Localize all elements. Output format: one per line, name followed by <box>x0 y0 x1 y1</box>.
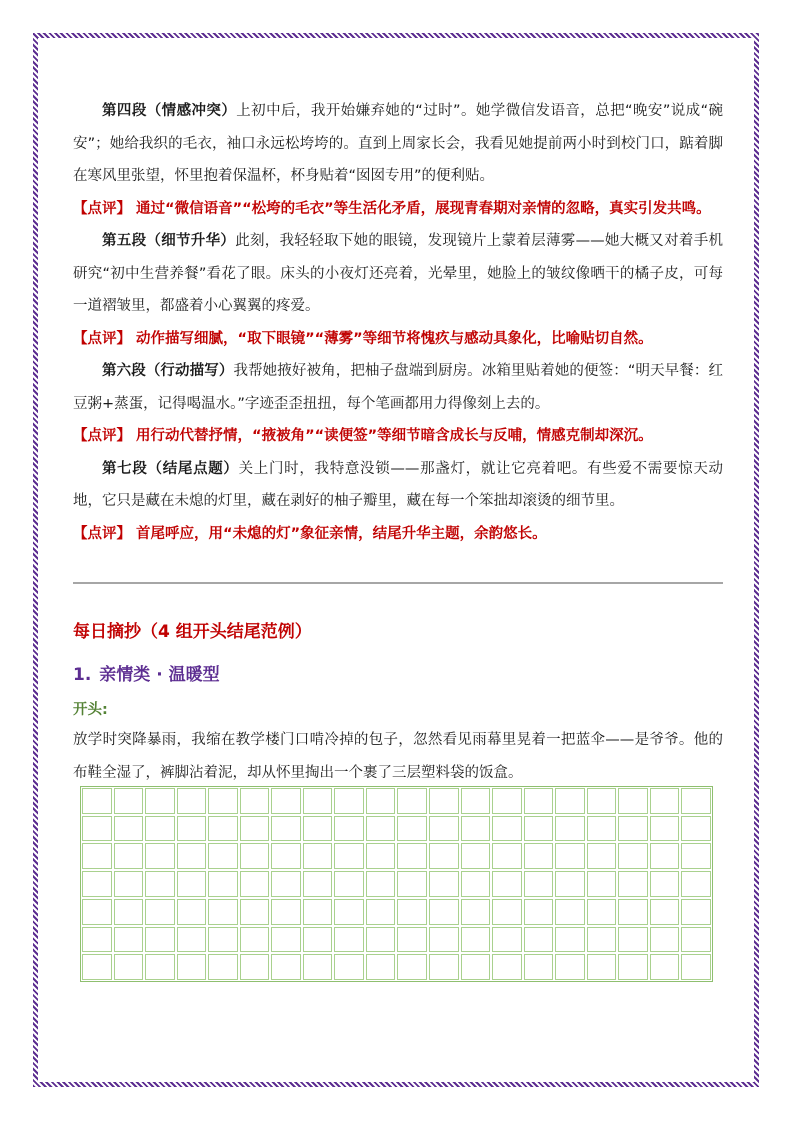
writing-grid-cell[interactable] <box>145 843 175 869</box>
writing-grid-cell[interactable] <box>114 954 144 980</box>
writing-grid-cell[interactable] <box>303 816 333 842</box>
writing-grid-cell[interactable] <box>650 954 680 980</box>
writing-grid-cell[interactable] <box>524 899 554 925</box>
writing-grid-cell[interactable] <box>82 927 112 953</box>
writing-grid-cell[interactable] <box>397 843 427 869</box>
paragraph-6 <box>73 355 723 420</box>
writing-grid-cell[interactable] <box>208 843 238 869</box>
paragraph-head: 第四段（情感冲突） <box>102 103 237 119</box>
writing-grid-cell[interactable] <box>524 871 554 897</box>
writing-grid-cell[interactable] <box>303 871 333 897</box>
writing-grid-cell[interactable] <box>334 816 364 842</box>
writing-grid-cell[interactable] <box>524 954 554 980</box>
writing-grid-cell[interactable] <box>114 816 144 842</box>
writing-grid-cell[interactable] <box>114 843 144 869</box>
writing-grid-cell[interactable] <box>492 899 522 925</box>
writing-grid-cell[interactable] <box>114 871 144 897</box>
writing-grid-cell[interactable] <box>208 927 238 953</box>
writing-grid-cell[interactable] <box>145 788 175 814</box>
writing-grid-cell[interactable] <box>650 899 680 925</box>
writing-grid-cell[interactable] <box>587 816 617 842</box>
writing-grid-cell[interactable] <box>492 843 522 869</box>
writing-grid-cell[interactable] <box>587 843 617 869</box>
writing-grid-cell[interactable] <box>461 871 491 897</box>
writing-grid-cell[interactable] <box>334 927 364 953</box>
writing-grid-cell[interactable] <box>555 843 585 869</box>
writing-grid-cell[interactable] <box>429 871 459 897</box>
writing-grid-cell[interactable] <box>681 816 711 842</box>
writing-grid-cell[interactable] <box>618 816 648 842</box>
paragraph-4 <box>73 95 723 193</box>
writing-grid-cell[interactable] <box>618 788 648 814</box>
writing-grid-cell[interactable] <box>461 843 491 869</box>
writing-grid-cell[interactable] <box>145 954 175 980</box>
writing-grid-cell[interactable] <box>303 927 333 953</box>
writing-grid-cell[interactable] <box>82 816 112 842</box>
writing-grid-cell[interactable] <box>587 871 617 897</box>
writing-grid-cell[interactable] <box>114 899 144 925</box>
paragraph-5 <box>73 225 723 323</box>
paragraph-text: 上初中后，我开始嫌弃她的“过时”。她学微信发语音，总把“晚安”说成“碗安”；她给我织的毛衣，袖口永远松垮垮的。直到上周家长会，我看见她提前两小时到校门口，踮着脚在寒风里张望，怀里抱着保温杯，杯身贴着“囡囡专用”的便利贴。 <box>73 103 724 184</box>
writing-grid-cell[interactable] <box>681 843 711 869</box>
review-comment: 【点评】 动作描写细腻，“取下眼镜”“薄雾”等细节将愧疚与感动具象化，比喻贴切自然。 <box>73 330 653 347</box>
writing-grid-cell[interactable] <box>524 927 554 953</box>
writing-grid-cell[interactable] <box>429 816 459 842</box>
opening-example-text: 放学时突降暴雨，我缩在教学楼门口啃冷掉的包子，忽然看见雨幕里晃着一把蓝伞——是爷爷。他的布鞋全湿了，裤脚沾着泥，却从怀里掏出一个裹了三层塑料袋的饭盒。 <box>73 732 723 781</box>
paragraph-text: 关上门时，我特意没锁——那盏灯，就让它亮着吧。有些爱不需要惊天动地，它只是藏在未熄的灯里，藏在剥好的柚子瓣里，藏在每一个笨拙却滚烫的细节里。 <box>73 460 724 509</box>
writing-grid-cell[interactable] <box>177 816 207 842</box>
writing-grid-cell[interactable] <box>650 788 680 814</box>
writing-grid-cell[interactable] <box>303 788 333 814</box>
writing-grid-cell[interactable] <box>650 927 680 953</box>
writing-grid-cell[interactable] <box>492 954 522 980</box>
writing-grid-cell[interactable] <box>82 899 112 925</box>
writing-grid-cell[interactable] <box>145 927 175 953</box>
writing-grid-cell[interactable] <box>271 871 301 897</box>
writing-grid-cell[interactable] <box>397 927 427 953</box>
writing-grid-cell[interactable] <box>681 927 711 953</box>
writing-grid <box>80 786 713 982</box>
writing-grid-cell[interactable] <box>145 871 175 897</box>
writing-grid-cell[interactable] <box>303 954 333 980</box>
paragraph-text: 我帮她掖好被角，把柚子盘端到厨房。冰箱里贴着她的便签：“明天早餐：红豆粥+蒸蛋，记得喝温水。”字迹歪歪扭扭，每个笔画都用力得像刻上去的。 <box>73 363 724 412</box>
section-divider <box>73 582 723 584</box>
sub-section-number: 1. <box>73 665 92 685</box>
writing-grid-cell[interactable] <box>271 927 301 953</box>
writing-grid-cell[interactable] <box>366 843 396 869</box>
writing-grid-cell[interactable] <box>681 871 711 897</box>
writing-grid-cell[interactable] <box>397 816 427 842</box>
writing-grid-cell[interactable] <box>208 954 238 980</box>
writing-grid-cell[interactable] <box>587 788 617 814</box>
writing-grid-cell[interactable] <box>524 788 554 814</box>
writing-grid-cell[interactable] <box>82 954 112 980</box>
writing-grid-cell[interactable] <box>492 927 522 953</box>
writing-grid-cell[interactable] <box>492 816 522 842</box>
writing-grid-cell[interactable] <box>397 788 427 814</box>
writing-grid-cell[interactable] <box>145 899 175 925</box>
paragraph-head: 第六段（行动描写） <box>102 363 234 379</box>
writing-grid-cell[interactable] <box>271 954 301 980</box>
writing-grid-cell[interactable] <box>177 788 207 814</box>
writing-grid-cell[interactable] <box>397 954 427 980</box>
writing-grid-cell[interactable] <box>271 843 301 869</box>
writing-grid-cell[interactable] <box>366 954 396 980</box>
writing-grid-cell[interactable] <box>271 899 301 925</box>
writing-grid-cell[interactable] <box>461 954 491 980</box>
writing-grid-cell[interactable] <box>555 816 585 842</box>
writing-grid-cell[interactable] <box>366 871 396 897</box>
writing-grid-cell[interactable] <box>208 871 238 897</box>
writing-grid-cell[interactable] <box>618 843 648 869</box>
writing-grid-cell[interactable] <box>366 816 396 842</box>
sub-section-label: 亲情类 · 温暖型 <box>99 665 220 685</box>
writing-grid-cell[interactable] <box>82 788 112 814</box>
writing-grid-cell[interactable] <box>681 788 711 814</box>
paragraph-7 <box>73 453 723 518</box>
sub-section-title <box>73 660 220 685</box>
writing-grid-cell[interactable] <box>618 954 648 980</box>
writing-grid-cell[interactable] <box>524 843 554 869</box>
writing-grid-cell[interactable] <box>271 788 301 814</box>
writing-grid-cell[interactable] <box>681 899 711 925</box>
writing-grid-cell[interactable] <box>177 843 207 869</box>
writing-grid-cell[interactable] <box>555 927 585 953</box>
writing-grid-cell[interactable] <box>82 871 112 897</box>
writing-grid-cell[interactable] <box>334 871 364 897</box>
section-title: 每日摘抄（4 组开头结尾范例） <box>73 622 312 642</box>
writing-grid-cell[interactable] <box>461 816 491 842</box>
writing-grid-cell[interactable] <box>82 843 112 869</box>
writing-grid-cell[interactable] <box>681 954 711 980</box>
writing-grid-cell[interactable] <box>366 927 396 953</box>
writing-grid-cell[interactable] <box>397 899 427 925</box>
writing-grid-cell[interactable] <box>366 899 396 925</box>
writing-grid-cell[interactable] <box>618 927 648 953</box>
writing-grid-cell[interactable] <box>461 927 491 953</box>
writing-grid-cell[interactable] <box>555 788 585 814</box>
writing-grid-cell[interactable] <box>208 816 238 842</box>
writing-grid-cell[interactable] <box>240 899 270 925</box>
writing-grid-cell[interactable] <box>492 788 522 814</box>
writing-grid-cell[interactable] <box>492 871 522 897</box>
writing-grid-cell[interactable] <box>240 816 270 842</box>
writing-grid-cell[interactable] <box>177 871 207 897</box>
writing-grid-cell[interactable] <box>271 816 301 842</box>
writing-grid-cell[interactable] <box>114 927 144 953</box>
writing-grid-cell[interactable] <box>334 954 364 980</box>
writing-grid-cell[interactable] <box>461 788 491 814</box>
paragraph-text: 此刻，我轻轻取下她的眼镜，发现镜片上蒙着层薄雾——她大概又对着手机研究“初中生营养餐”看花了眼。床头的小夜灯还亮着，光晕里，她脸上的皱纹像晒干的橘子皮，可每一道褶皱里，都盛着小心翼翼的疼爱。 <box>73 233 724 314</box>
writing-grid-cell[interactable] <box>397 871 427 897</box>
writing-grid-cell[interactable] <box>650 843 680 869</box>
writing-grid-cell[interactable] <box>334 843 364 869</box>
writing-grid-cell[interactable] <box>650 816 680 842</box>
writing-grid-cell[interactable] <box>618 899 648 925</box>
writing-grid-cell[interactable] <box>334 899 364 925</box>
writing-grid-cell[interactable] <box>303 843 333 869</box>
opening-label: 开头: <box>73 702 108 718</box>
writing-grid-cell[interactable] <box>555 899 585 925</box>
writing-grid-cell[interactable] <box>114 788 144 814</box>
writing-grid-cell[interactable] <box>587 954 617 980</box>
essay-body <box>73 95 723 550</box>
writing-grid-cell[interactable] <box>240 954 270 980</box>
writing-grid-cell[interactable] <box>429 843 459 869</box>
writing-grid-cell[interactable] <box>240 843 270 869</box>
writing-grid-cell[interactable] <box>208 899 238 925</box>
writing-grid-cell[interactable] <box>587 927 617 953</box>
writing-grid-cell[interactable] <box>429 954 459 980</box>
review-comment: 【点评】 用行动代替抒情，“掖被角”“读便签”等细节暗含成长与反哺，情感克制却深沉。 <box>73 428 653 444</box>
writing-grid-cell[interactable] <box>240 871 270 897</box>
writing-grid-cell[interactable] <box>240 788 270 814</box>
writing-grid-cell[interactable] <box>555 954 585 980</box>
writing-grid-cell[interactable] <box>177 954 207 980</box>
writing-grid-cell[interactable] <box>429 899 459 925</box>
writing-grid-cell[interactable] <box>555 871 585 897</box>
writing-grid-cell[interactable] <box>429 788 459 814</box>
writing-grid-cell[interactable] <box>650 871 680 897</box>
review-comment: 【点评】 首尾呼应，用“未熄的灯”象征亲情，结尾升华主题，余韵悠长。 <box>73 525 547 542</box>
writing-grid-cell[interactable] <box>587 899 617 925</box>
writing-grid-cell[interactable] <box>145 816 175 842</box>
paragraph-head: 第五段（细节升华） <box>102 233 236 249</box>
writing-grid-cell[interactable] <box>618 871 648 897</box>
writing-grid-cell[interactable] <box>524 816 554 842</box>
writing-grid-cell[interactable] <box>208 788 238 814</box>
writing-grid-cell[interactable] <box>177 899 207 925</box>
paragraph-head: 第七段（结尾点题） <box>102 460 239 477</box>
writing-grid-cell[interactable] <box>334 788 364 814</box>
writing-grid-cell[interactable] <box>177 927 207 953</box>
writing-grid-cell[interactable] <box>429 927 459 953</box>
review-comment: 【点评】 通过“微信语音”“松垮的毛衣”等生活化矛盾，展现青春期对亲情的忽略，真实引发共鸣。 <box>73 200 711 217</box>
writing-grid-cell[interactable] <box>366 788 396 814</box>
writing-grid-cell[interactable] <box>303 899 333 925</box>
writing-grid-cell[interactable] <box>461 899 491 925</box>
writing-grid-cell[interactable] <box>240 927 270 953</box>
